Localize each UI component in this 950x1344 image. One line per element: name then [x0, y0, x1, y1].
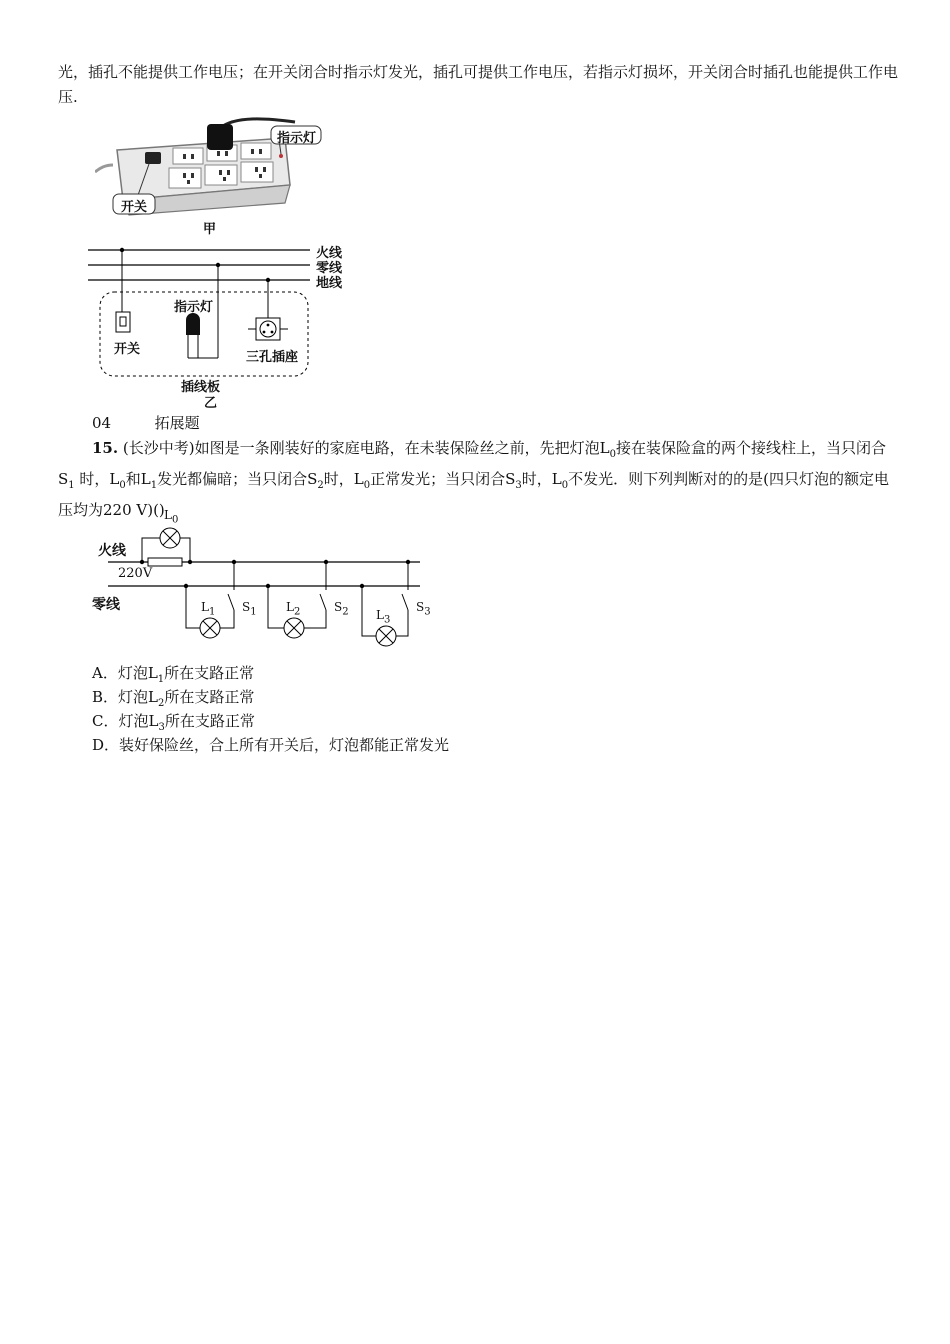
subscript: 2: [293, 606, 301, 618]
label-socket-yi: 三孔插座: [246, 350, 299, 365]
subscript: 0: [171, 514, 179, 526]
lamp-L3-icon: [376, 626, 396, 646]
switch-S3-icon: [402, 594, 408, 610]
lamp-label: L: [286, 600, 294, 614]
label-live-yi: 火线: [316, 246, 343, 261]
subscript: 3: [158, 722, 165, 733]
lamp-label: L: [376, 608, 384, 622]
label-S1: [242, 600, 257, 617]
label-L3: [376, 608, 390, 625]
subscript: 0: [561, 480, 569, 491]
label-indicator-jia: 指示灯: [277, 131, 317, 146]
label-indicator-yi: 指示灯: [174, 300, 214, 315]
subscript: 3: [383, 614, 391, 626]
option-d[interactable]: [92, 734, 449, 755]
section-number: 04: [92, 414, 112, 432]
subscript: 0: [609, 449, 616, 460]
caption-jia: 甲: [203, 222, 217, 237]
plug-icon: [207, 124, 233, 150]
switch-label: S: [416, 600, 425, 614]
option-text: 所在支路正常: [164, 688, 255, 706]
option-text: C．灯泡L: [92, 712, 159, 730]
question-text: 发光都偏暗；当只闭合S: [157, 470, 318, 488]
subscript: 1: [250, 606, 257, 618]
subscript: 2: [317, 480, 324, 491]
question-text: 时，L: [323, 470, 364, 488]
question-number: 15.: [92, 439, 119, 457]
label-L0: [164, 508, 178, 525]
label-switch-jia: 开关: [121, 200, 148, 215]
section-title: 拓展题: [154, 414, 200, 432]
switch-symbol: [116, 312, 130, 332]
switch-label: S: [242, 600, 251, 614]
section-header: [92, 412, 200, 433]
label-L2: [286, 600, 300, 617]
lamp-label: L: [164, 508, 172, 522]
subscript: 2: [157, 698, 165, 709]
question-text: 和L: [125, 470, 151, 488]
switch-icon: [145, 152, 161, 164]
lamp-L1-icon: [200, 618, 220, 638]
label-voltage-circuit: 220V: [118, 566, 153, 581]
option-text: D．装好保险丝，合上所有开关后，灯泡都能正常发光: [92, 736, 450, 754]
lamp-label: L: [201, 600, 209, 614]
subscript: 1: [157, 674, 165, 685]
question-text: 不发光．则下列判断对的的是(四只灯泡的额定电压均为220 V)(): [58, 470, 889, 519]
switch-S2-icon: [320, 594, 326, 610]
caption-yi: 乙: [204, 396, 218, 411]
indicator-light-icon: [279, 154, 283, 158]
subscript: 2: [342, 606, 349, 618]
question-text: 时，L: [521, 470, 562, 488]
label-neutral-yi: 零线: [316, 261, 343, 276]
label-live-circuit: 火线: [98, 543, 126, 559]
question-text: 接在装保险盒的两个接线柱上，当只闭合S: [58, 439, 886, 488]
indicator-light-symbol: [186, 313, 200, 335]
subscript: 1: [68, 480, 75, 491]
option-b[interactable]: [92, 686, 254, 709]
lamp-L2-icon: [284, 618, 304, 638]
label-L1: [201, 600, 215, 617]
label-ground-yi: 地线: [316, 276, 343, 291]
intro-paragraph: 光，插孔不能提供工作电压；在开关闭合时指示灯发光，插孔可提供工作电压，若指示灯损坏，开关闭合时插孔也能提供工作电压.: [58, 63, 899, 106]
label-S3: [416, 600, 431, 617]
lamp-L0-icon: [160, 528, 180, 548]
subscript: 3: [515, 480, 522, 491]
question-text: (长沙中考)如图是一条刚装好的家庭电路，在未装保险丝之前，先把灯泡L: [122, 439, 610, 457]
subscript: 1: [208, 606, 216, 618]
label-board-yi: 插线板: [181, 380, 221, 395]
question-text: 时，L: [74, 470, 120, 488]
subscript: 0: [119, 480, 126, 491]
label-S2: [334, 600, 349, 617]
subscript: 1: [150, 480, 158, 491]
subscript: 3: [424, 606, 431, 618]
option-text: A．灯泡L: [92, 664, 158, 682]
label-neutral-circuit: 零线: [92, 597, 120, 613]
question-text: 正常发光；当只闭合S: [370, 470, 516, 488]
option-c[interactable]: [92, 710, 255, 733]
switch-label: S: [334, 600, 343, 614]
subscript: 0: [363, 480, 371, 491]
option-text: 所在支路正常: [164, 712, 255, 730]
option-text: B．灯泡L: [92, 688, 158, 706]
label-switch-yi: 开关: [114, 342, 141, 357]
option-text: 所在支路正常: [164, 664, 255, 682]
fuse-symbol: [148, 558, 182, 566]
option-a[interactable]: [92, 662, 254, 685]
switch-S1-icon: [228, 594, 234, 610]
